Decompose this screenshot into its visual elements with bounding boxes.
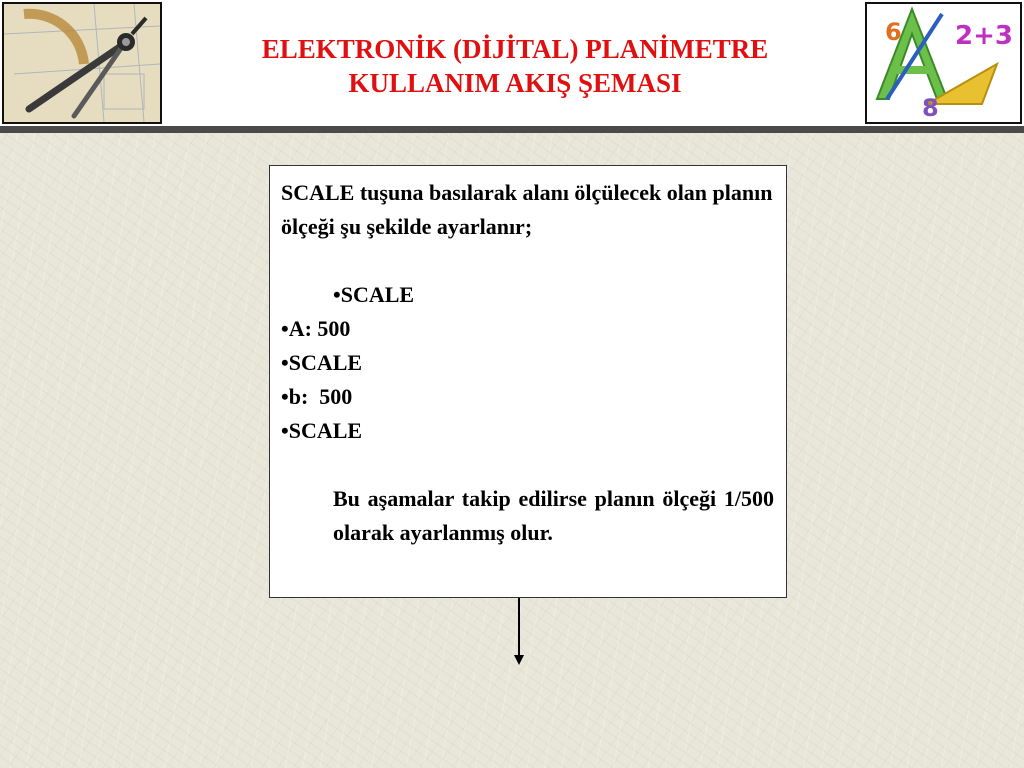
page-title (170, 32, 860, 100)
step-item-label: b: 500 (288, 384, 353, 409)
step-result-text: Bu aşamalar takip edilirse planın ölçeği 1/500 olarak ayarlanmış olur. (333, 486, 774, 545)
step-item-label: SCALE (340, 282, 415, 307)
math-symbol-six: 6 (885, 18, 902, 46)
step-item-label: SCALE (288, 418, 363, 443)
step-item (281, 414, 774, 448)
arrow-down-icon (514, 655, 524, 665)
step-item (281, 312, 774, 346)
step-item (281, 278, 774, 312)
math-symbol-eight: 8 (922, 94, 939, 122)
step-item (281, 380, 774, 414)
step-item-label: SCALE (288, 350, 363, 375)
step-item-label: A: 500 (288, 316, 351, 341)
math-symbols-icon (865, 2, 1022, 124)
step-intro-text: SCALE tuşuna basılarak alanı ölçülecek olan planın ölçeği şu şekilde ayarlanır; (281, 180, 773, 239)
title-line-1: ELEKTRONİK (DİJİTAL) PLANİMETRE (261, 34, 769, 64)
flow-arrow-line (518, 598, 520, 656)
drafting-compass-icon (2, 2, 162, 124)
header-divider (0, 126, 1024, 133)
math-symbol-plus: 2+3 (955, 21, 1013, 51)
title-line-2: KULLANIM AKIŞ ŞEMASI (348, 68, 682, 98)
slide-header (0, 0, 1024, 126)
flowchart-step-box (269, 165, 787, 598)
step-item (281, 346, 774, 380)
